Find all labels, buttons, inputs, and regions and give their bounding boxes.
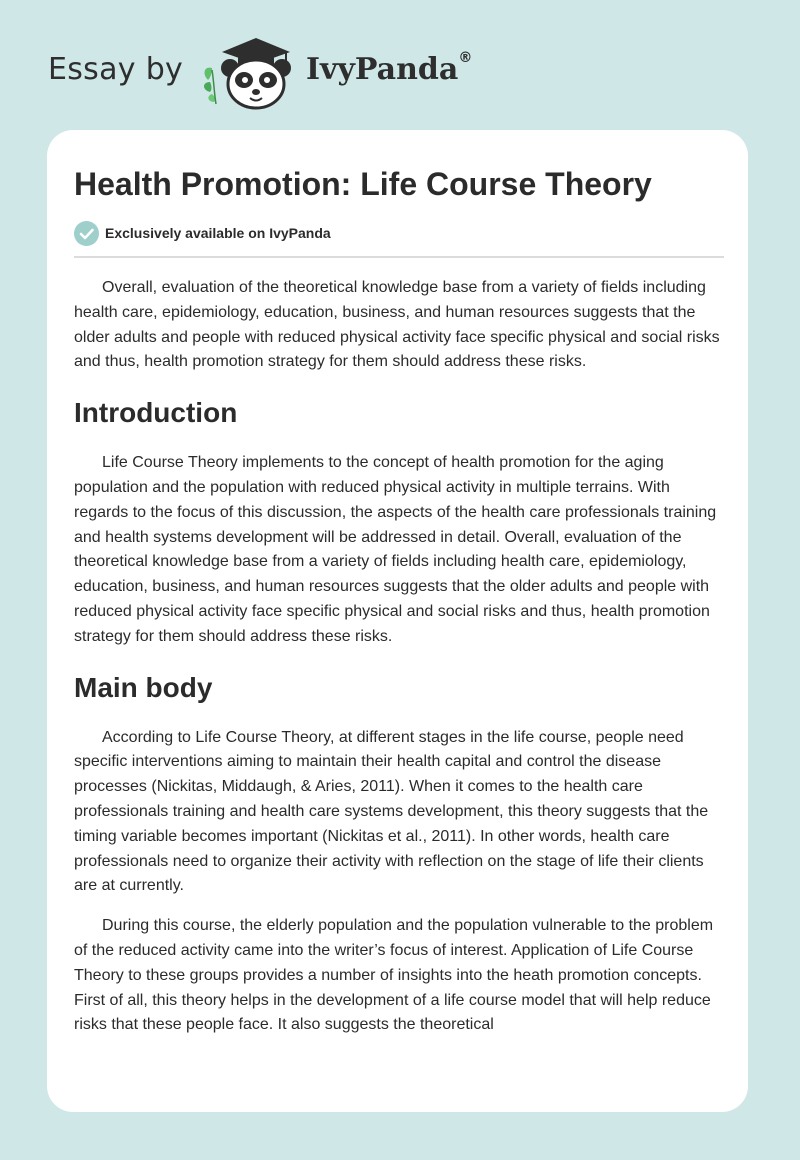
site-brand[interactable] (48, 30, 488, 110)
title-divider (74, 256, 724, 258)
article-body (74, 276, 724, 1038)
exclusive-badge (74, 220, 724, 246)
exclusive-badge-text: Exclusively available on IvyPanda (105, 225, 331, 241)
introduction-paragraph: Life Course Theory implements to the concept of health promotion for the aging population and the population with reduced physical activity in multiple terrains. With regards to the focus of this discussion, the aspects of the health care professionals training and health systems development will be addressed in detail. Overall, evaluation of the theoretical knowledge base from a variety of fields including health care, epidemiology, education, business, and human resources suggests that the older adults and people with reduced physical activity face specific physical and social risks and thus, health promotion strategy for them should address these risks. (74, 454, 717, 645)
brand-name: IvyPanda® (306, 50, 473, 87)
section-heading-introduction: Introduction (74, 397, 238, 429)
main-body-paragraph-1: According to Life Course Theory, at different stages in the life course, people need specific interventions aiming to maintain their health capital and control the disease processes (Nickitas, Middaugh, & Aries, 2011). When it comes to the health care professionals training and health care systems development, this theory suggests that the timing variable becomes important (Nickitas et al., 2011). In other words, health care professionals need to organize their activity with reflection on the stage of life their clients are at currently. (74, 728, 709, 895)
main-body-paragraph-2: During this course, the elderly population and the population vulnerable to the problem of the reduced activity came into the writer’s focus of interest. Application of Life Course Theory to these groups provides a number of insights into the heath promotion concepts. First of all, this theory helps in the development of a life course model that will help reduce risks that these people face. It also suggests the theoretical (74, 917, 714, 1034)
article-title: Health Promotion: Life Course Theory (74, 166, 652, 202)
registered-mark: ® (458, 50, 473, 66)
article-card (47, 130, 748, 1112)
panda-graduate-icon (200, 30, 300, 110)
intro-paragraph: Overall, evaluation of the theoretical knowledge base from a variety of fields including health care, epidemiology, education, business, and human resources suggests that the older adults and people with reduced physical activity face specific physical and social risks and thus, health promotion strategy for them should address these risks. (74, 279, 720, 371)
brand-prefix: Essay by (48, 52, 184, 87)
check-circle-icon (74, 221, 99, 246)
section-heading-main-body: Main body (74, 671, 213, 703)
ivy-leaf-icon (204, 68, 216, 104)
